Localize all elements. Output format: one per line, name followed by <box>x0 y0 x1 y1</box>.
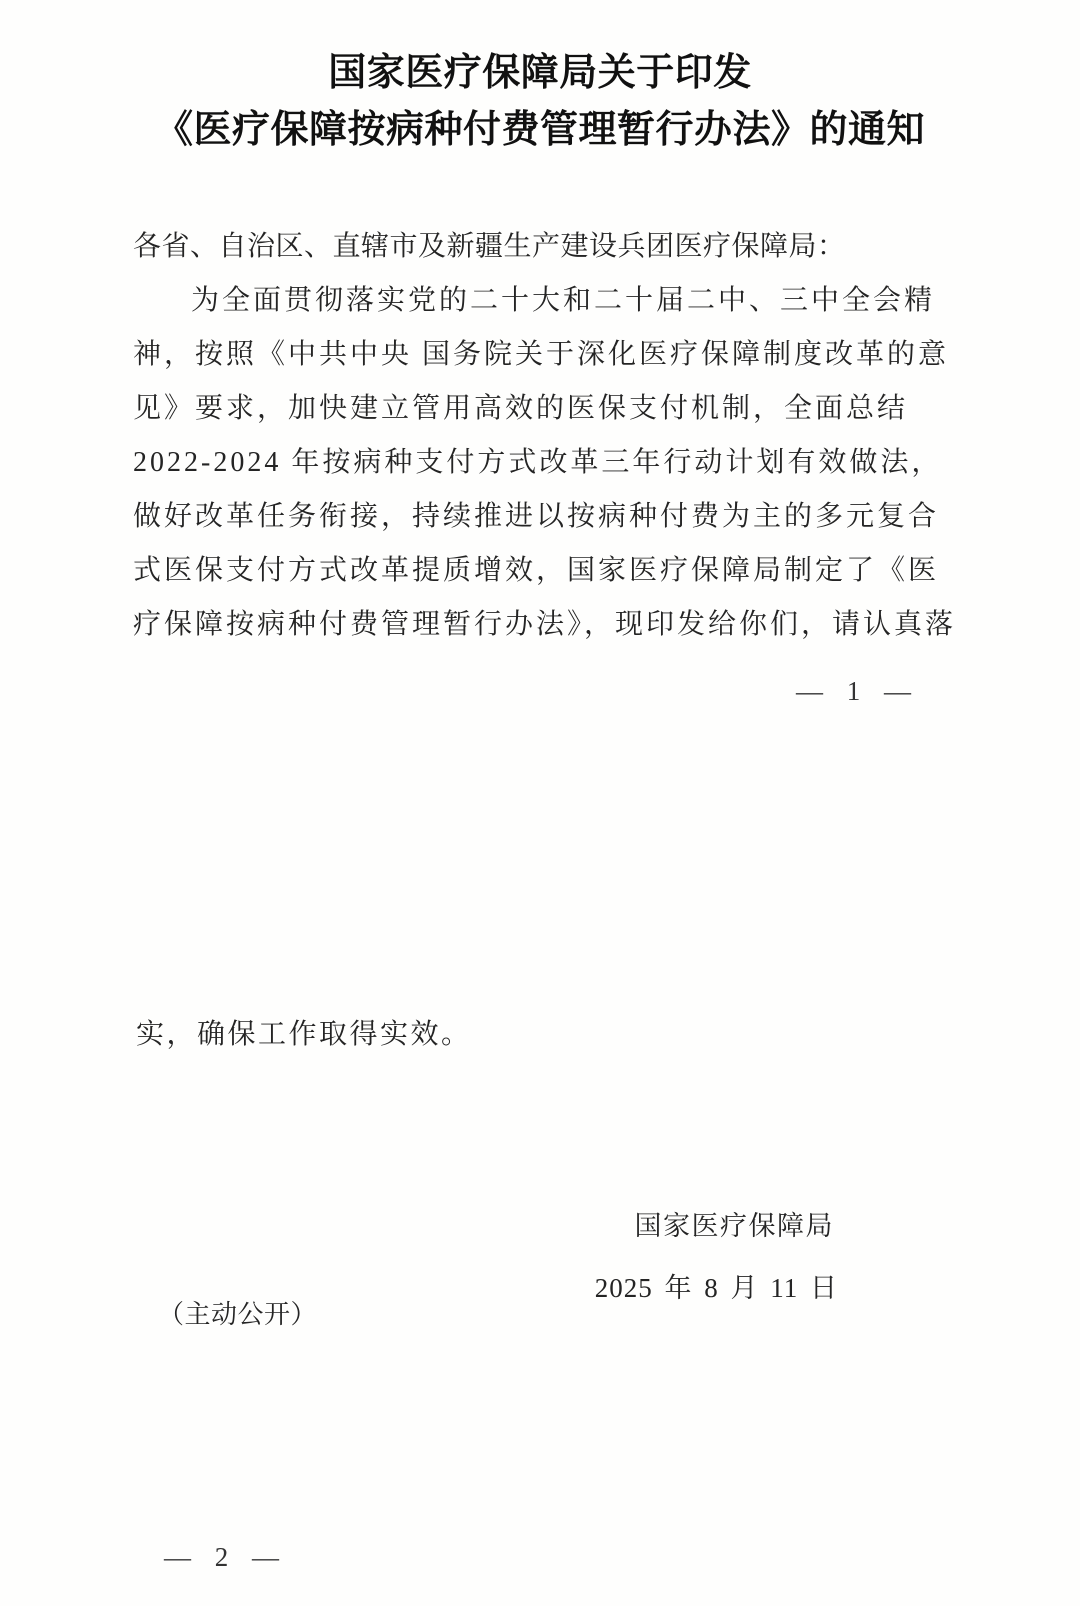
disclosure-note: （主动公开） <box>158 1300 318 1329</box>
body-line: 神，按照《中共中央 国务院关于深化医疗保障制度改革的意 <box>133 339 950 370</box>
document-date: 2025 年 8 月 11 日 <box>594 1273 838 1303</box>
signer-name: 国家医疗保障局 <box>634 1211 834 1241</box>
body-line: 式医保支付方式改革提质增效，国家医疗保障局制定了《医 <box>133 555 940 586</box>
page-number-2: — 2 — <box>164 1542 281 1572</box>
body-line: 为全面贯彻落实党的二十大和二十届二中、三中全会精 <box>191 285 936 316</box>
body-line: 做好改革任务衔接，持续推进以按病种付费为主的多元复合 <box>133 501 940 532</box>
body-line: 疗保障按病种付费管理暂行办法》，现印发给你们，请认真落 <box>133 609 957 640</box>
document-title-line-2: 《医疗保障按病种付费管理暂行办法》的通知 <box>154 109 925 151</box>
body-line: 见》要求，加快建立管用高效的医保支付机制，全面总结 <box>133 393 909 424</box>
body-line: 2022-2024 年按病种支付方式改革三年行动计划有效做法， <box>133 447 943 478</box>
salutation-line: 各省、自治区、直辖市及新疆生产建设兵团医疗保障局： <box>133 231 846 262</box>
document-body <box>133 220 957 652</box>
document-title-line-1: 国家医疗保障局关于印发 <box>328 52 752 94</box>
document-title <box>0 45 1080 159</box>
page-number-1: — 1 — <box>796 676 913 706</box>
continuation-line: 实，确保工作取得实效。 <box>136 1019 472 1050</box>
